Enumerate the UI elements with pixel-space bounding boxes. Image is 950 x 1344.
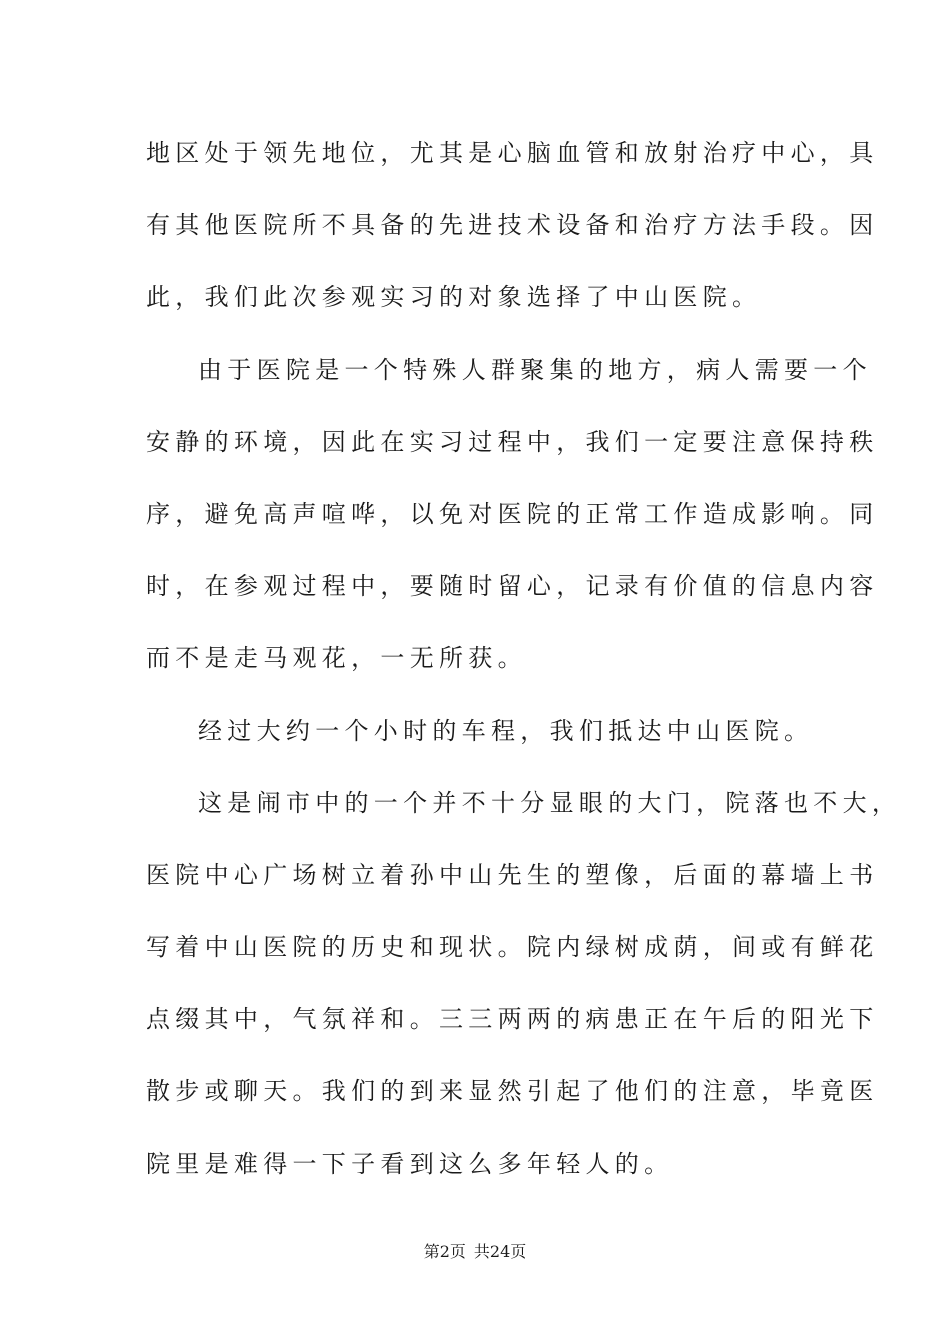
text-line: 医院中心广场树立着孙中山先生的塑像，后面的幕墙上书 (146, 860, 879, 889)
page-footer (0, 1238, 950, 1266)
text-line: 而不是走马观花，一无所获。 (146, 644, 527, 673)
text-line: 这是闹市中的一个并不十分显眼的大门，院落也不大， (198, 788, 902, 817)
body-text (146, 129, 902, 1212)
text-line: 地区处于领先地位，尤其是心脑血管和放射治疗中心，具 (146, 139, 879, 167)
text-line: 安静的环境，因此在实习过程中，我们一定要注意保持秩 (146, 427, 879, 456)
text-line: 序，避免高声喧哗，以免对医院的正常工作造成影响。同 (146, 499, 879, 528)
text-line: 时，在参观过程中，要随时留心，记录有价值的信息内容 (146, 572, 879, 601)
text-line: 散步或聊天。我们的到来显然引起了他们的注意，毕竟医 (146, 1077, 879, 1106)
text-line: 点缀其中，气氛祥和。三三两两的病患正在午后的阳光下 (146, 1005, 879, 1034)
text-line: 由于医院是一个特殊人群聚集的地方，病人需要一个 (198, 355, 872, 384)
page-number: 第2页 (423, 1242, 466, 1261)
text-line: 有其他医院所不具备的先进技术设备和治疗方法手段。因 (146, 211, 879, 240)
text-line: 经过大约一个小时的车程，我们抵达中山医院。 (198, 716, 814, 745)
page-total: 共24页 (473, 1242, 527, 1261)
text-line: 此，我们此次参观实习的对象选择了中山医院。 (146, 283, 762, 312)
text-line: 写着中山医院的历史和现状。院内绿树成荫，间或有鲜花 (146, 933, 879, 962)
text-line: 院里是难得一下子看到这么多年轻人的。 (146, 1149, 674, 1178)
